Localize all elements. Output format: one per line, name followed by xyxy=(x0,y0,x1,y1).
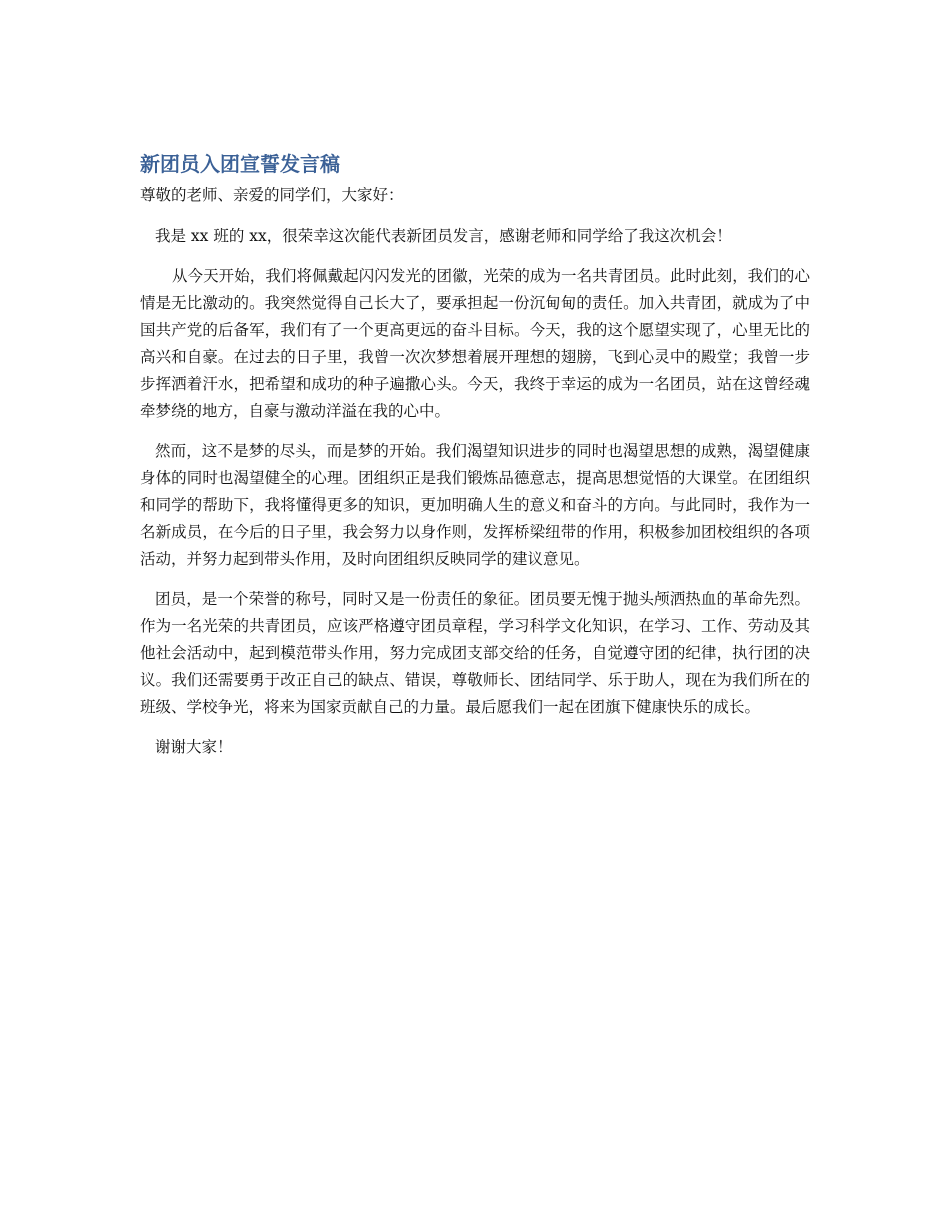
paragraph-beginning: 然而，这不是梦的尽头，而是梦的开始。我们渴望知识进步的同时也渴望思想的成熟，渴望健康身体的同时也渴望健全的心理。团组织正是我们锻炼品德意志，提高思想觉悟的大课堂。在团组织和同学的帮助下，我将懂得更多的知识，更加明确人生的意义和奋斗的方向。与此同时，我作为一名新成员，在今后的日子里，我会努力以身作则，发挥桥梁纽带的作用，积极参加团校组织的各项活动，并努力起到带头作用，及时向团组织反映同学的建议意见。 xyxy=(140,442,810,568)
paragraph-intro: 我是 xx 班的 xx，很荣幸这次能代表新团员发言，感谢老师和同学给了我这次机会！ xyxy=(155,227,732,245)
document-body xyxy=(140,150,810,761)
greeting-line: 尊敬的老师、亲爱的同学们，大家好： xyxy=(140,186,404,204)
document-title: 新团员入团宣誓发言稿 xyxy=(140,152,340,176)
paragraph-thanks: 谢谢大家！ xyxy=(155,738,233,756)
paragraph-responsibility: 团员，是一个荣誉的称号，同时又是一份责任的象征。团员要无愧于抛头颅洒热血的革命先烈。作为一名光荣的共青团员，应该严格遵守团员章程，学习科学文化知识，在学习、工作、劳动及其他社会活动中，起到模范带头作用，努力完成团支部交给的任务，自觉遵守团的纪律，执行团的决议。我们还需要勇于改正自己的缺点、错误，尊敬师长、团结同学、乐于助人，现在为我们所在的班级、学校争光，将来为国家贡献自己的力量。最后愿我们一起在团旗下健康快乐的成长。 xyxy=(140,590,810,716)
paragraph-joining: 从今天开始，我们将佩戴起闪闪发光的团徽，光荣的成为一名共青团员。此时此刻，我们的心情是无比激动的。我突然觉得自己长大了，要承担起一份沉甸甸的责任。加入共青团，就成为了中国共产党的后备军，我们有了一个更高更远的奋斗目标。今天，我的这个愿望实现了，心里无比的高兴和自豪。在过去的日子里，我曾一次次梦想着展开理想的翅膀，飞到心灵中的殿堂；我曾一步步挥洒着汗水，把希望和成功的种子遍撒心头。今天，我终于幸运的成为一名团员，站在这曾经魂牵梦绕的地方，自豪与激动洋溢在我的心中。 xyxy=(140,267,810,420)
